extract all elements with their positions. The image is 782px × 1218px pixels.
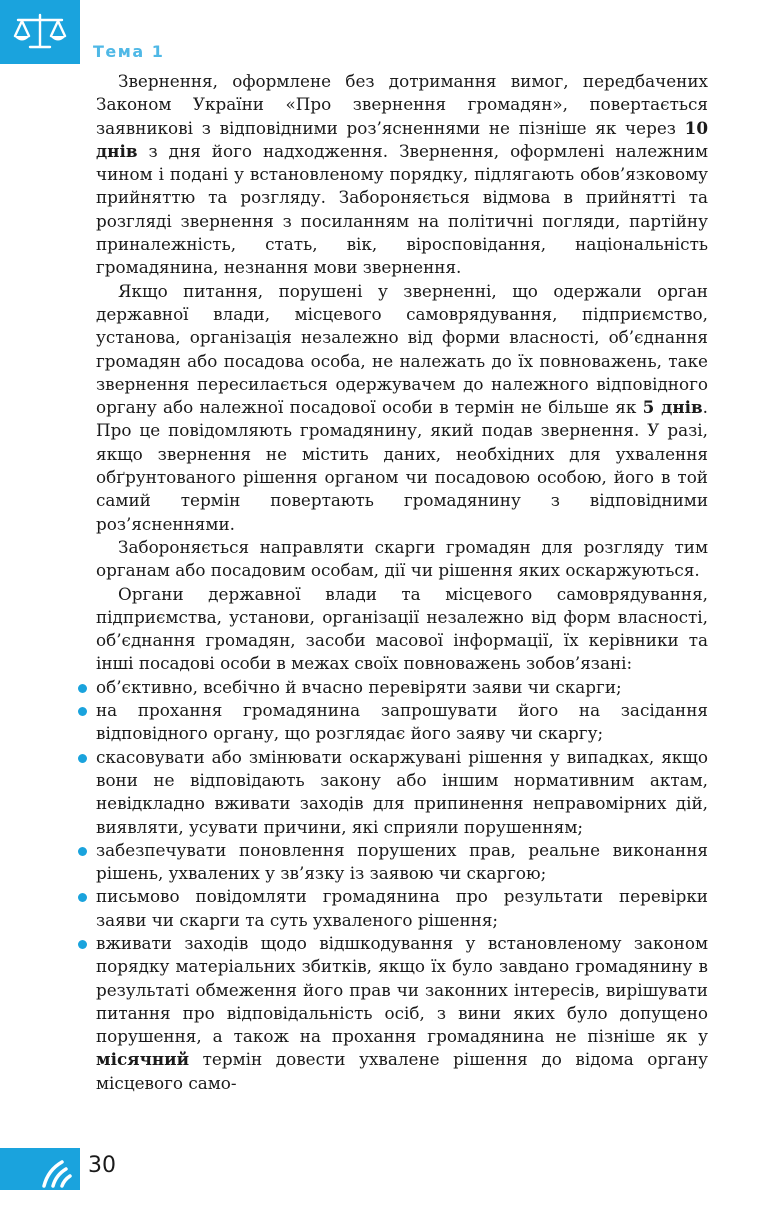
scales-icon <box>12 12 68 52</box>
list-item <box>96 839 708 886</box>
bullet-icon <box>78 707 87 716</box>
list-item-text <box>96 840 708 883</box>
list-item <box>96 676 708 699</box>
list-item-text <box>96 700 708 743</box>
list-item-text <box>96 677 622 697</box>
obligations-list <box>96 676 708 1095</box>
text-run: вживати заходів щодо відшкодування у встановленому законом порядку матеріальних збитків, якщо їх було завдано громадянину в результаті обмеження його прав чи законних інтересів, вирішувати питання про відповідальність осіб, з вини яких було допущено порушення, а також на прохання громадянина не пізніше як у <box>96 932 708 1047</box>
text-run: Забороняється направляти скарги громадян для розгляду тим органам або посадовим особам, дії чи рішення яких оскаржуються. <box>96 536 708 581</box>
text-run: об’єктивно, всебічно й вчасно перевіряти заяви чи скарги; <box>96 676 622 697</box>
list-item-text <box>96 886 708 929</box>
paragraph <box>96 536 708 583</box>
signal-waves-icon <box>40 1150 80 1188</box>
list-item <box>96 885 708 932</box>
text-run: термін довести ухвалене рішення до відома органу місцевого само- <box>96 1049 708 1093</box>
paragraph <box>96 280 708 536</box>
list-item-text <box>96 933 708 1093</box>
text-run: письмово повідомляти громадянина про результати перевірки заяви чи скарги та суть ухваленого рішення; <box>96 886 708 930</box>
header-logo-box <box>0 0 80 64</box>
topic-label: Тема 1 <box>93 42 165 61</box>
text-run: . Про це повідомляють громадянину, який подав звернення. У разі, якщо звернення не містить даних, необхідних для ухвалення обґрунтованого рішення органом чи посадовою особою, його в той самий термін повертають громадянину з відповідними роз’ясненнями. <box>96 397 708 534</box>
text-run: на прохання громадянина запрошувати його на засідання відповідного органу, що розглядає його заяву чи скаргу; <box>96 700 708 744</box>
list-item <box>96 699 708 746</box>
text-run: Звернення, оформлене без дотримання вимог, передбачених Законом України «Про звернення громадян», повертається заявникові з відповідними роз’ясненнями не пізніше як через <box>96 71 708 138</box>
list-item <box>96 932 708 1095</box>
list-item-text <box>96 747 708 837</box>
paragraph <box>96 70 708 280</box>
text-run: скасовувати або змінювати оскаржувані рішення у випадках, якщо вони не відповідають закону або іншим нормативним актам, невідкладно вживати заходів для припинення неправомірних дій, виявляти, усувати причини, які сприяли порушенням; <box>96 746 708 837</box>
bold-text: 10 днів <box>96 117 708 161</box>
text-run: з дня його надходження. Звернення, оформлені належним чином і подані у встановленому порядку, підлягають обов’язковому прийняттю та розгляду. Забороняється відмова в прийнятті та розгляді звернення з посиланням на політичні погляди, партійну приналежність, стать, вік, віросповідання, національність громадянина, незнання мови звернення. <box>96 140 708 278</box>
list-item <box>96 746 708 839</box>
bold-text: місячний <box>96 1049 190 1070</box>
bullet-icon <box>78 940 87 949</box>
footer-bar <box>0 1148 80 1190</box>
paragraph <box>96 583 708 676</box>
bold-text: 5 днів <box>642 397 703 418</box>
bullet-icon <box>78 893 87 902</box>
bullet-icon <box>78 684 87 693</box>
main-text <box>96 70 708 1095</box>
text-run: Якщо питання, порушені у зверненні, що одержали орган державної влади, місцевого самоврядування, підприємство, установа, організація незалежно від форми власності, об’єднання громадян або посадова особа, не належать до їх повноважень, таке звернення пересилається одержувачем до належного відповідного органу або належної посадової особи в термін не більше як <box>96 280 708 418</box>
text-run: забезпечувати поновлення порушених прав, реальне виконання рішень, ухвалених у зв’язку із заявою чи скаргою; <box>96 839 708 884</box>
page-number: 30 <box>88 1153 116 1178</box>
bullet-icon <box>78 754 87 763</box>
bullet-icon <box>78 847 87 856</box>
text-run: Органи державної влади та місцевого самоврядування, підприємства, установи, організації незалежно від форм власності, об’єднання громадян, засоби масової інформації, їх керівники та інші посадові особи в межах своїх повноважень зобов’язані: <box>96 583 708 674</box>
